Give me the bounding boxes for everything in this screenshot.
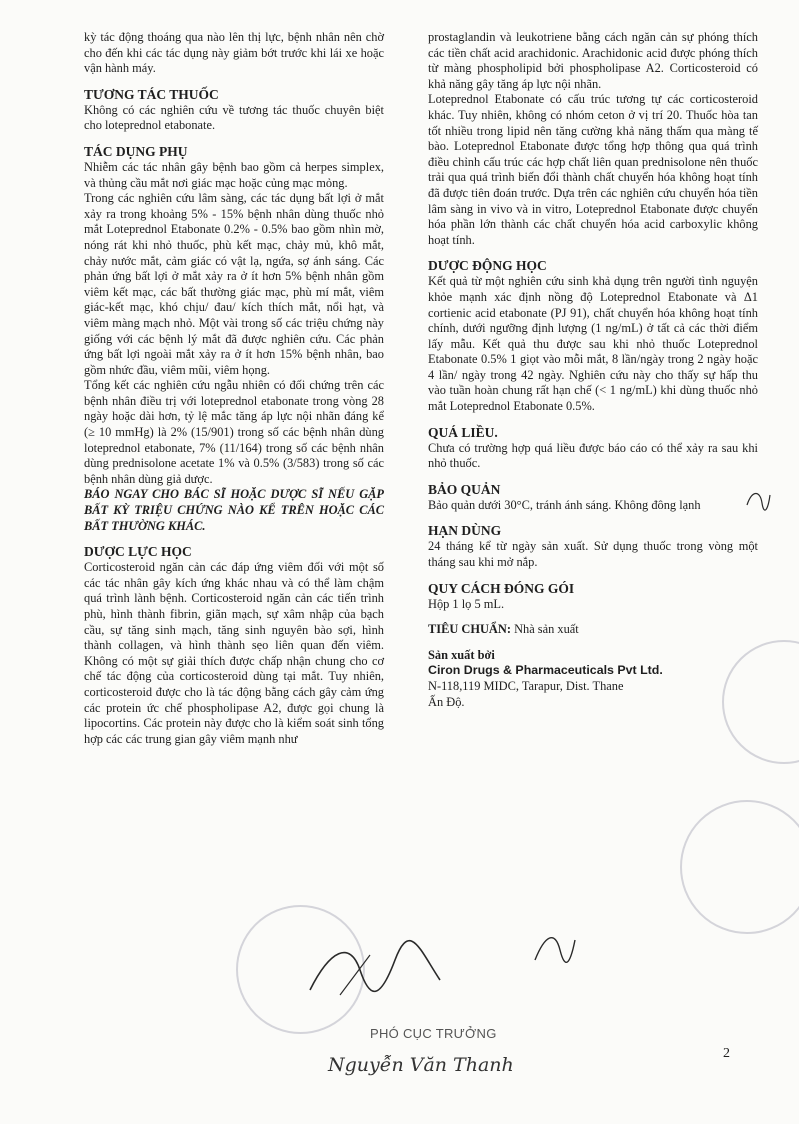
- manufacturer-address: N-118,119 MIDC, Tarapur, Dist. Thane: [428, 679, 624, 693]
- packaging-text: Hộp 1 lọ 5 mL.: [428, 596, 505, 611]
- pharmacodynamics-heading: DƯỢC LỰC HỌC: [84, 544, 192, 560]
- margin-initials: [742, 485, 772, 515]
- side-effects-heading: TÁC DỤNG PHỤ: [84, 143, 188, 159]
- signature-scribble: [300, 930, 450, 1010]
- shelf-life-text: 24 tháng kể từ ngày sản xuất. Sử dụng thuốc trong vòng một tháng sau khi mở nắp.: [428, 539, 758, 570]
- pharmacodynamics-text: Corticosteroid ngăn cản các đáp ứng viêm đối với một số các tác nhân gây kích ứng khác nhau và có thể làm chậm quá trình lành bệnh. Corticosteroid ngăn cản các tiến trình phù, hình thành fibrin, giãn mạch, sự xâm nhập của bạch cầu, sự tăng sinh mạch, tăng sinh nguyên bào sợi, hình thành collagen, và hình thành sẹo liên quan đến viêm. Không có một sự giải thích được chấp nhận chung cho cơ chế tác động của corticosteroid dùng tại mắt. Tuy nhiên, corticosteroid được cho là tác động bằng cách gây cảm ứng các protein ức chế phospholipase A2, được gọi chung là lipocortins. Các protein này được cho là kiểm soát sinh tổng hợp các các trung gian gây viêm mạnh như: [84, 560, 384, 746]
- page-number: 2: [723, 1046, 730, 1061]
- left-column: [84, 30, 384, 747]
- overdose-text: Chưa có trường hợp quá liều được báo cáo có thể xảy ra sau khi nhỏ thuốc.: [428, 440, 758, 471]
- manufacturer-company: Ciron Drugs & Pharmaceuticals Pvt Ltd.: [428, 663, 663, 678]
- standard-line: [428, 622, 758, 638]
- pharmacodynamics-cont-2: Loteprednol Etabonate có cấu trúc tương tự các corticosteroid khác. Tuy nhiên, không có nhóm ceton ở vị trí 20. Thuốc hòa tan tốt nhiều trong lipid nên tăng cường khả năng thấm qua màng tế bào. Loteprednol Etabonate được tổng hợp thông qua quá trình điều chỉnh cấu trúc các hợp chất liên quan prednisolone nên thuốc trải qua quá trình biến đổi thành chất chuyển hóa không hoạt tính đã được tiên đoán trước. Dựa trên các nghiên cứu chuyển hóa tiền lâm sàng in vivo và in vitro, Loteprednol Etabonate được chuyển hóa phần lớn thành các chất chuyển hóa acid carboxylic không hoạt tính.: [428, 92, 758, 247]
- interaction-heading: TƯƠNG TÁC THUỐC: [84, 86, 219, 102]
- pharmacokinetics-text: Kết quả từ một nghiên cứu sinh khả dụng trên người tình nguyện khỏe mạnh xác định nồng độ Loteprednol Etabonate và Δ1 cortienic acid etabonate (PJ 91), chất chuyển hóa không hoạt tính chính, dưới ngưỡng định lượng (1 ng/mL) ở tất cả các thời điểm lấy mẫu. Kết quả thu được sau khi nhỏ thuốc Loteprednol Etabonate 0.5% 1 giọt vào mỗi mắt, 8 lần/ngày trong 2 ngày hoặc 4 lần/ ngày trong 42 ngày. Nghiên cứu này cho thấy sự hấp thu vào tuần hoàn chung rất hạn chế (< 1 ng/mL) khi dùng thuốc nhỏ mắt Loteprednol Etabonate 0.5%.: [428, 274, 758, 414]
- warning-text: BÁO NGAY CHO BÁC SĨ HOẶC DƯỢC SĨ NẾU GẶP BẤT KỲ TRIỆU CHỨNG NÀO KỂ TRÊN HOẶC CÁC BẤT THƯỜNG KHÁC.: [84, 487, 384, 533]
- official-stamp-right-bottom: [680, 800, 799, 934]
- standard-label: TIÊU CHUẨN:: [428, 622, 511, 637]
- side-effects-text-3: Tổng kết các nghiên cứu ngẫu nhiên có đối chứng trên các bệnh nhân điều trị với loteprednol etabonate trong vòng 28 ngày hoặc dài hơn, tỷ lệ mắc tăng áp lực nội nhãn đáng kể (≥ 10 mmHg) là 2% (15/901) trong số các bệnh nhân dùng loteprednol etabonate, 7% (11/164) trong số các bệnh nhân dùng prednisolone acetate 1% và 0.5% (3/583) trong số các bệnh nhân dùng giả dược.: [84, 378, 384, 486]
- shelf-life-heading: HẠN DÙNG: [428, 523, 502, 539]
- storage-text: Bảo quản dưới 30°C, tránh ánh sáng. Không đông lạnh: [428, 497, 701, 512]
- manufacturer-country: Ấn Độ.: [428, 694, 465, 709]
- side-effects-text-2: Trong các nghiên cứu lâm sàng, các tác dụng bất lợi ở mắt xảy ra trong khoảng 5% - 15% bệnh nhân dùng thuốc nhỏ mắt Loteprednol Etabonate 0.2% - 0.5% bao gồm nhìn mờ, nóng rát khi nhỏ thuốc, phù kết mạc, chảy mủ, khô mắt, chảy nước mắt, cảm giác có vật lạ, ngứa, sợ ánh sáng. Các phản ứng bất lợi ở mắt xảy ra ở ít hơn 5% bệnh nhân gồm viêm kết mạc, các bất thường giác mạc, phù mí mắt, viêm giác-kết mạc, khó chịu/ đau/ kích thích mắt, nổi hạt, và viêm màng mạch nhỏ. Một vài trong số các triệu chứng này giống với các bệnh lý mắt đã được nghiên cứu. Các phản ứng bất lợi ngoài mắt xảy ra ở ít hơn 15% bệnh nhân, bao gồm nhức đầu, viêm mũi, viêm họng.: [84, 191, 384, 377]
- storage-heading: BẢO QUẢN: [428, 481, 501, 497]
- pharmacodynamics-cont-1: prostaglandin và leukotriene bằng cách ngăn cản sự phóng thích các tiền chất acid arachidonic. Arachidonic acid được phóng thích từ màng phospholipid bởi phospholipase A2. Corticosteroid có khả năng gây tăng áp lực nội nhãn.: [428, 30, 758, 91]
- packaging-heading: QUY CÁCH ĐÓNG GÓI: [428, 580, 575, 596]
- interaction-text: Không có các nghiên cứu về tương tác thuốc chuyên biệt cho loteprednol etabonate.: [84, 102, 384, 133]
- right-column: [428, 30, 758, 710]
- signer-title: PHÓ CỤC TRƯỞNG: [370, 1026, 497, 1041]
- manufacturer-title: Sản xuất bởi: [428, 647, 495, 662]
- initials-scribble: [530, 925, 580, 970]
- standard-value: Nhà sản xuất: [514, 622, 579, 637]
- pharmacokinetics-heading: DƯỢC ĐỘNG HỌC: [428, 258, 547, 274]
- side-effects-text-1: Nhiễm các tác nhân gây bệnh bao gồm cả herpes simplex, và thủng cầu mắt nơi giác mạc hoặc củng mạc mỏng.: [84, 159, 384, 190]
- intro-text: kỳ tác động thoáng qua nào lên thị lực, bệnh nhân nên chờ cho đến khi các tác dụng này giảm bớt trước khi lái xe hoặc vận hành máy.: [84, 30, 384, 76]
- signer-name: Nguyễn Văn Thanh: [328, 1054, 514, 1076]
- overdose-heading: QUÁ LIỀU.: [428, 424, 498, 440]
